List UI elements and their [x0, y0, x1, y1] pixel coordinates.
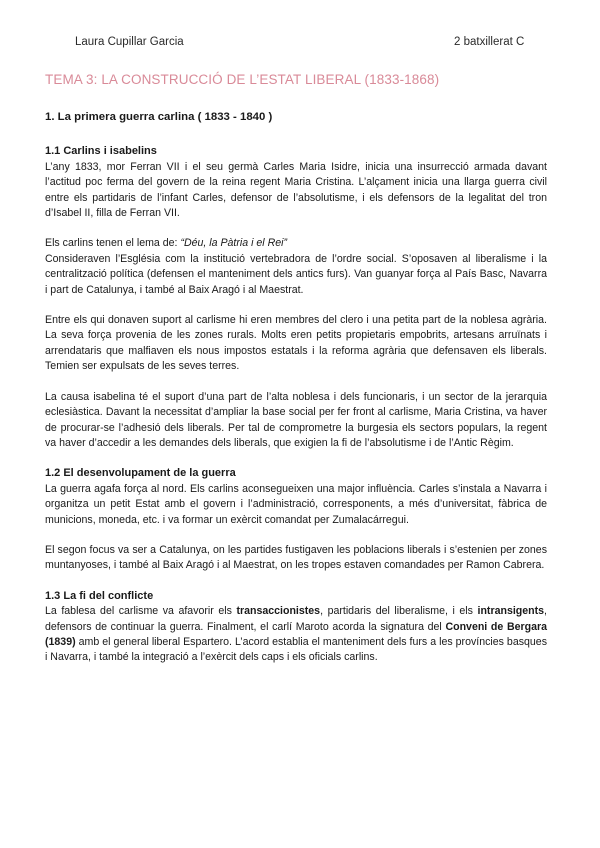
- carlist-motto: “Déu, la Pàtria i el Rei”: [180, 237, 288, 250]
- subsection-1-3-heading: 1.3 La fi del conflicte: [45, 589, 154, 602]
- text-run: , defensors de continuar la guerra. Finalment, el carlí Maroto acorda la signatura del: [45, 605, 547, 633]
- subsection-1-1-paragraph-1: L’any 1833, mor Ferran VII i el seu germà Carles Maria Isidre, inicia una insurrecció armada davant l’actitud poc ferma del govern de la reina regent Maria Cristina. L’alçament inicia una llarga guerra civil entre els partidaris de l’infant Carles, defensor de l’absolutisme, i els defensors de la legalitat del tron d’Isabel II, filla de Ferran VII.: [45, 160, 547, 220]
- motto-line: [45, 236, 547, 251]
- header-author: Laura Cupillar Garcia: [75, 36, 184, 48]
- section-1-heading: 1. La primera guerra carlina ( 1833 - 1840 ): [45, 111, 273, 123]
- subsection-1-1-paragraph-2: Consideraven l’Església com la institució vertebradora de l’ordre social. S’oposaven al liberalisme i la centralització política (defensen el manteniment dels antics furs). Van guanyar força al País Basc, Navarra i part de Catalunya, i també al Baix Aragó i al Maestrat.: [45, 252, 547, 296]
- term-transaccionistes: transaccionistes: [236, 605, 321, 618]
- subsection-1-1-heading: 1.1 Carlins i isabelins: [45, 145, 157, 158]
- text-run: , partidaris del liberalisme, i els: [320, 605, 478, 618]
- document-body: [45, 110, 547, 681]
- subsection-1-1-paragraph-3: Entre els qui donaven suport al carlisme hi eren membres del clero i una petita part de la noblesa agrària. La seva força provenia de les zones rurals. Molts eren petits propietaris empobrits, artesans arruïnats i arrendataris que malfiaven els nous impostos estatals i la reforma agrària que defensaven els liberals. Temien ser expulsats de les seves terres.: [45, 314, 547, 373]
- header-course: 2 batxillerat C: [454, 36, 525, 48]
- subsection-1-2-paragraph-2: El segon focus va ser a Catalunya, on les partides fustigaven les poblacions liberals i s’estenien per zones muntanyoses, i també al Baix Aragó i al Maestrat, on les tropes estaven comandades per Ramon Cabrera.: [45, 543, 547, 572]
- subsection-1-2-paragraph-1: La guerra agafa força al nord. Els carlins aconsegueixen una major influència. Carles s’instala a Navarra i organitza un petit Estat amb el govern i l’administració, corresponents, a més d’universitat, fàbrica de municions, moneda, etc. i va formar un exèrcit comandat per Zumalacárregui.: [45, 482, 547, 526]
- term-intransigents: intransigents: [477, 605, 545, 618]
- subsection-1-3-paragraph: [45, 604, 547, 666]
- text-run: La fablesa del carlisme va afavorir els: [45, 605, 237, 618]
- subsection-1-1-paragraph-4: La causa isabelina té el suport d’una part de l’alta noblesa i dels funcionaris, i un sector de la jerarquia eclesiàstica. Davant la necessitat d’ampliar la base social per fer front al carlisme, Maria Cristina, va haver de procurar-se l’adhesió dels liberals. Per tal de comprometre la burgesia els sectors populars, la regent va haver d’accedir a les demandes dels liberals, que exigien la fi de l’absolutisme i de l’Antic Règim.: [45, 390, 547, 449]
- text-run: amb el general liberal Espartero. L’acord establia el manteniment dels furs a les províncies basques i Navarra, i també la integració a l’exèrcit dels caps i els oficials carlins.: [45, 635, 547, 664]
- subsection-1-2-heading: 1.2 El desenvolupament de la guerra: [45, 467, 236, 480]
- term-conveni-bergara: Conveni de Bergara (1839): [45, 620, 547, 648]
- motto-intro: Els carlins tenen el lema de:: [45, 237, 181, 250]
- page-title: TEMA 3: LA CONSTRUCCIÓ DE L’ESTAT LIBERAL (1833-1868): [45, 72, 440, 87]
